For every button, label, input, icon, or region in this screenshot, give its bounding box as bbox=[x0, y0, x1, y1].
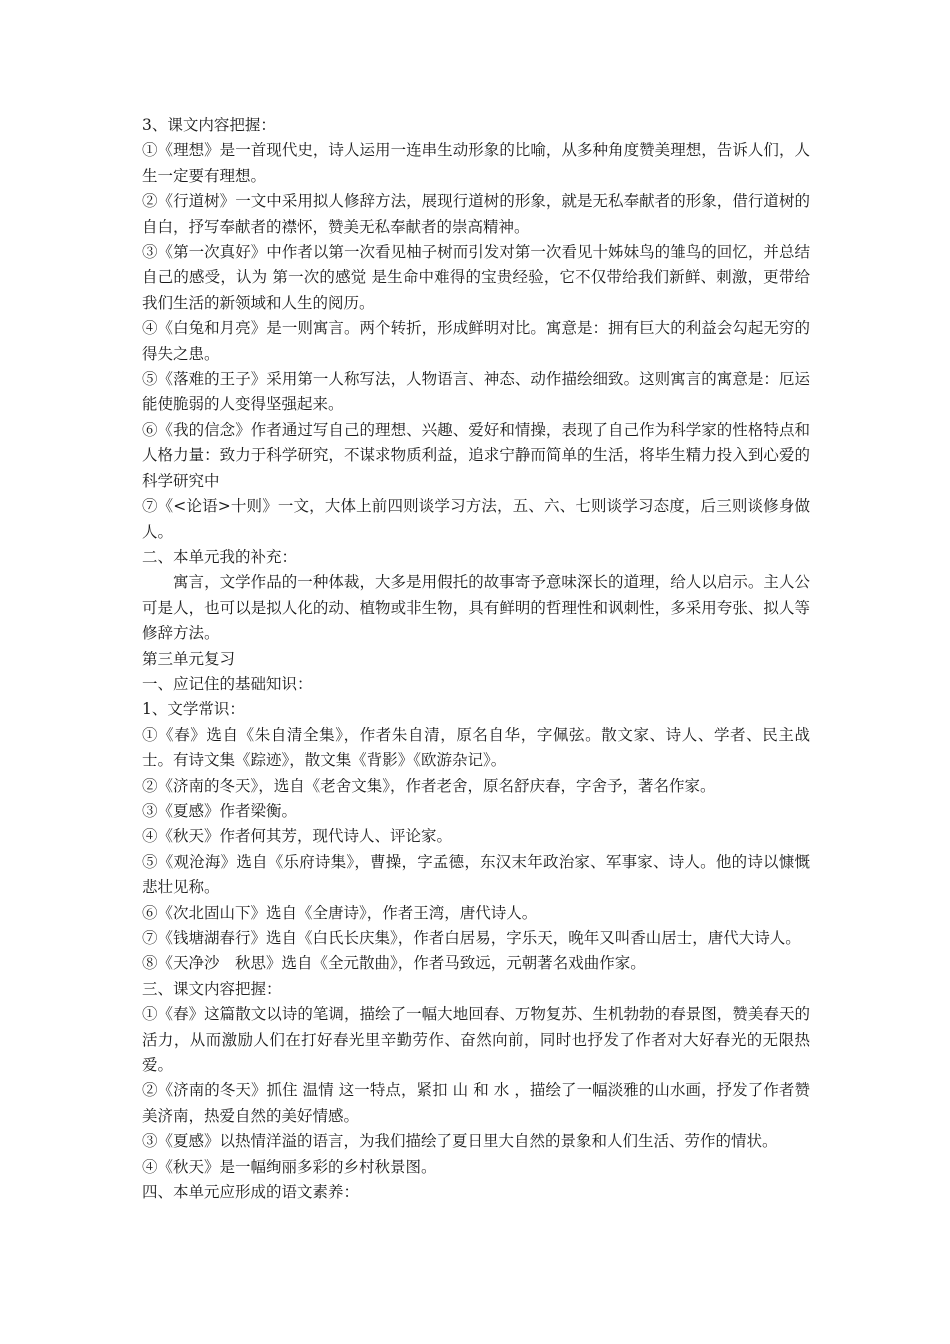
paragraph: ④《秋天》作者何其芳，现代诗人、评论家。 bbox=[142, 827, 453, 846]
paragraph: ⑤《落难的王子》采用第一人称写法，人物语言、神态、动作描绘细致。这则寓言的寓意是：厄运能使脆弱的人变得坚强起来。 bbox=[142, 370, 810, 414]
paragraph: 3、课文内容把握： bbox=[142, 116, 276, 134]
paragraph: ③《第一次真好》中作者以第一次看见柚子树而引发对第一次看见十姊妹鸟的雏鸟的回忆，并总结自己的感受，认为 第一次的感觉 是生命中难得的宝贵经验，它不仅带给我们新鲜、刺激，更带给我们生活的新领域和人生的阅历。 bbox=[142, 243, 810, 312]
paragraph: ①《理想》是一首现代史，诗人运用一连串生动形象的比喻，从多种角度赞美理想，告诉人们，人生一定要有理想。 bbox=[142, 141, 810, 185]
paragraph: ⑤《观沧海》选自《乐府诗集》，曹操，字孟德，东汉末年政治家、军事家、诗人。他的诗以慷慨悲壮见称。 bbox=[142, 852, 810, 897]
paragraph: ⑥《次北固山下》选自《全唐诗》，作者王湾，唐代诗人。 bbox=[142, 903, 538, 922]
paragraph: ①《春》这篇散文以诗的笔调，描绘了一幅大地回春、万物复苏、生机勃勃的春景图，赞美春天的活力，从而激励人们在打好春光里辛勤劳作、奋然向前，同时也抒发了作者对大好春光的无限热爱。 bbox=[142, 1005, 810, 1075]
paragraph: 三、课文内容把握： bbox=[142, 979, 282, 998]
paragraph: ④《秋天》是一幅绚丽多彩的乡村秋景图。 bbox=[142, 1157, 437, 1176]
paragraph: 寓言，文学作品的一种体裁，大多是用假托的故事寄予意味深长的道理，给人以启示。主人公可是人，也可以是拟人化的动、植物或非生物，具有鲜明的哲理性和讽刺性，多采用夸张、拟人等修辞方法。 bbox=[142, 573, 810, 643]
paragraph: 四、本单元应形成的语文素养： bbox=[142, 1183, 360, 1202]
paragraph: ③《夏感》作者梁衡。 bbox=[142, 801, 298, 820]
paragraph: ⑧《天净沙 秋思》选自《全元散曲》，作者马致远，元朝著名戏曲作家。 bbox=[142, 954, 646, 973]
paragraph: ⑦《<论语>十则》一文，大体上前四则谈学习方法，五、六、七则谈学习态度，后三则谈修身做人。 bbox=[142, 497, 810, 541]
paragraph: ①《春》选自《朱自清全集》，作者朱自清，原名自华，字佩弦。散文家、诗人、学者、民主战士。有诗文集《踪迹》，散文集《背影》《欧游杂记》。 bbox=[142, 725, 810, 770]
paragraph: ⑦《钱塘湖春行》选自《白氏长庆集》，作者白居易，字乐天，晚年又叫香山居士，唐代大诗人。 bbox=[142, 929, 801, 947]
paragraph: ③《夏感》以热情洋溢的语言，为我们描绘了夏日里大自然的景象和人们生活、劳作的情状。 bbox=[142, 1132, 778, 1151]
paragraph: 一、应记住的基础知识： bbox=[142, 674, 313, 693]
paragraph: 二、本单元我的补充： bbox=[142, 547, 298, 566]
paragraph: ②《济南的冬天》抓住 温情 这一特点，紧扣 山 和 水 ，描绘了一幅淡雅的山水画，抒发了作者赞美济南，热爱自然的美好情感。 bbox=[142, 1081, 810, 1125]
paragraph: ②《行道树》一文中采用拟人修辞方法，展现行道树的形象，就是无私奉献者的形象，借行道树的自白，抒写奉献者的襟怀，赞美无私奉献者的崇高精神。 bbox=[142, 192, 810, 236]
paragraph: 第三单元复习 bbox=[142, 649, 236, 668]
document-body bbox=[142, 113, 810, 1205]
paragraph: ④《白兔和月亮》是一则寓言。两个转折，形成鲜明对比。寓意是：拥有巨大的利益会勾起无穷的得失之患。 bbox=[142, 319, 810, 363]
paragraph: 1、文学常识： bbox=[142, 700, 245, 719]
paragraph: ⑥《我的信念》作者通过写自己的理想、兴趣、爱好和情操，表现了自己作为科学家的性格特点和人格力量：致力于科学研究，不谋求物质利益，追求宁静而简单的生活，将毕生精力投入到心爱的科学研究中 bbox=[142, 420, 810, 490]
paragraph: ②《济南的冬天》，选自《老舍文集》，作者老舍，原名舒庆春，字舍予，著名作家。 bbox=[142, 776, 716, 795]
